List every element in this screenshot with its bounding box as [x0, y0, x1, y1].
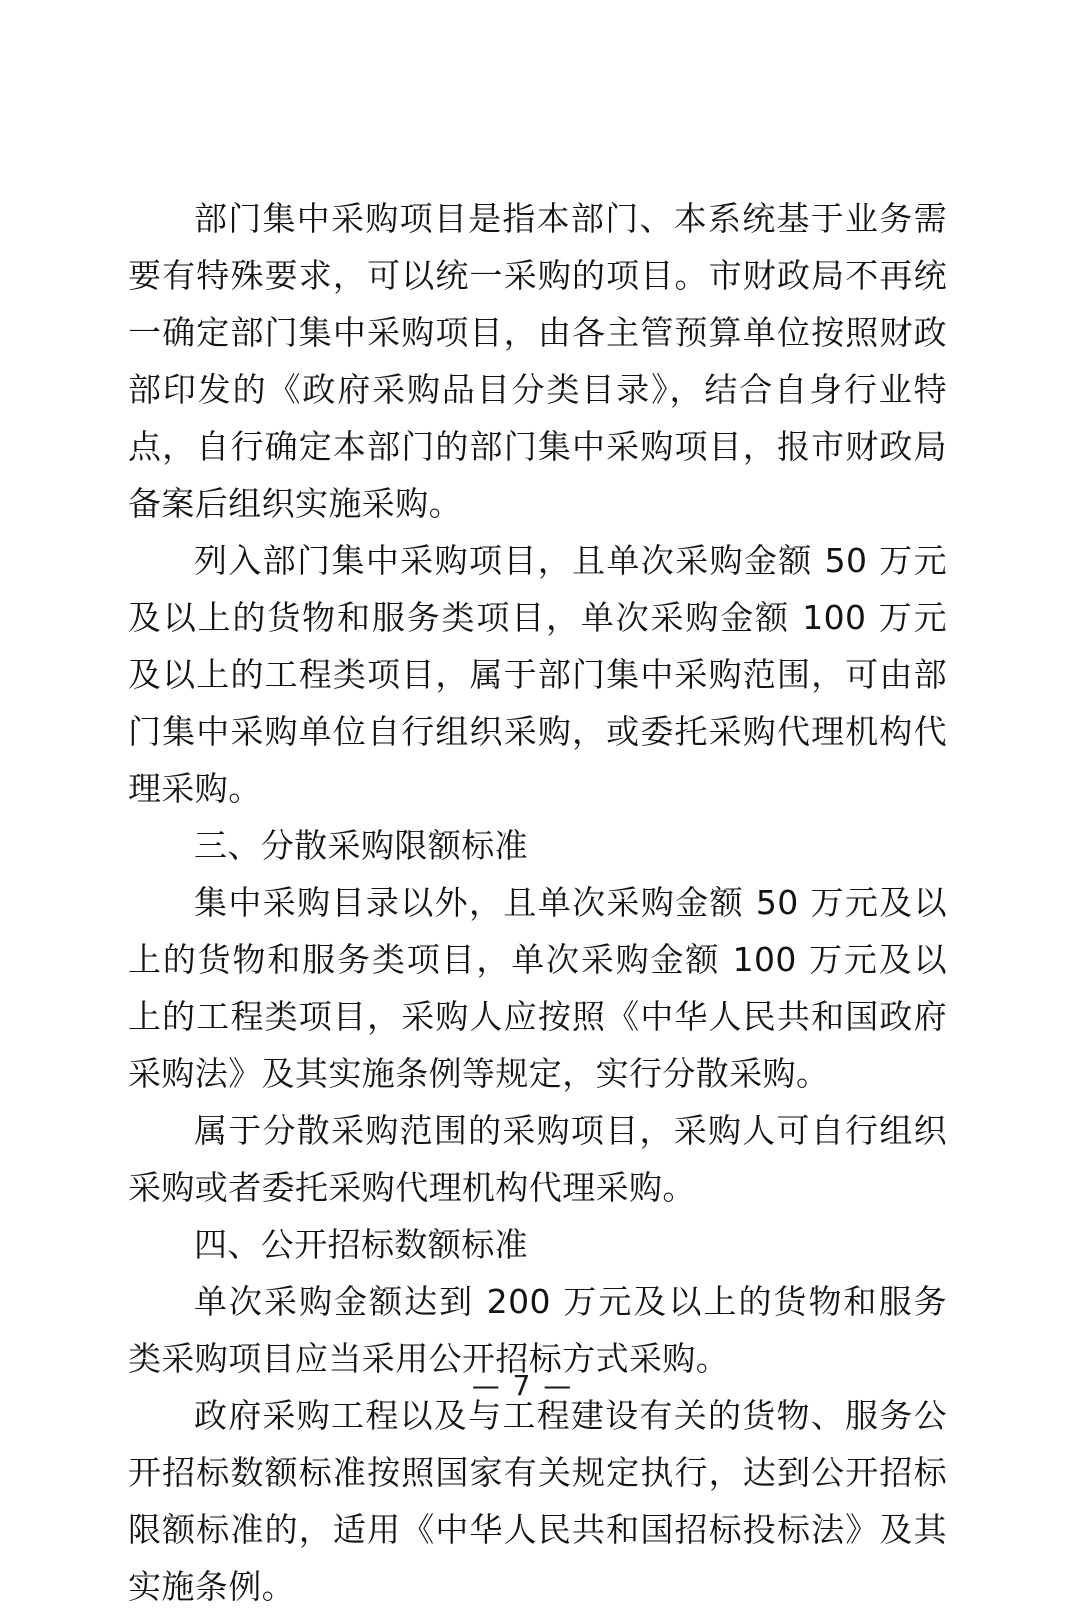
page-number: — 7 —	[471, 1369, 574, 1402]
paragraph-3: 集中采购目录以外，且单次采购金额 50 万元及以上的货物和服务类项目，单次采购金额 100 万元及以上的工程类项目，采购人应按照《中华人民共和国政府采购法》及其实施条例等规定，实行分散采购。	[128, 883, 947, 1093]
paragraph-6: 政府采购工程以及与工程建设有关的货物、服务公开招标数额标准按照国家有关规定执行，达到公开招标限额标准的，适用《中华人民共和国招标投标法》及其实施条例。	[128, 1396, 947, 1606]
paragraph-4: 属于分散采购范围的采购项目，采购人可自行组织采购或者委托采购代理机构代理采购。	[128, 1111, 947, 1207]
section-heading-four: 四、公开招标数额标准	[194, 1225, 528, 1264]
paragraph-1: 部门集中采购项目是指本部门、本系统基于业务需要有特殊要求，可以统一采购的项目。市财政局不再统一确定部门集中采购项目，由各主管预算单位按照财政部印发的《政府采购品目分类目录》，结合自身行业特点，自行确定本部门的部门集中采购项目，报市财政局备案后组织实施采购。	[128, 199, 947, 523]
paragraph-2: 列入部门集中采购项目，且单次采购金额 50 万元及以上的货物和服务类项目，单次采购金额 100 万元及以上的工程类项目，属于部门集中采购范围，可由部门集中采购单位自行组织采购，或委托采购代理机构代理采购。	[128, 541, 947, 808]
paragraph-5: 单次采购金额达到 200 万元及以上的货物和服务类采购项目应当采用公开招标方式采购。	[128, 1282, 947, 1378]
section-heading-three: 三、分散采购限额标准	[194, 826, 528, 865]
page-footer	[0, 1369, 1075, 1402]
